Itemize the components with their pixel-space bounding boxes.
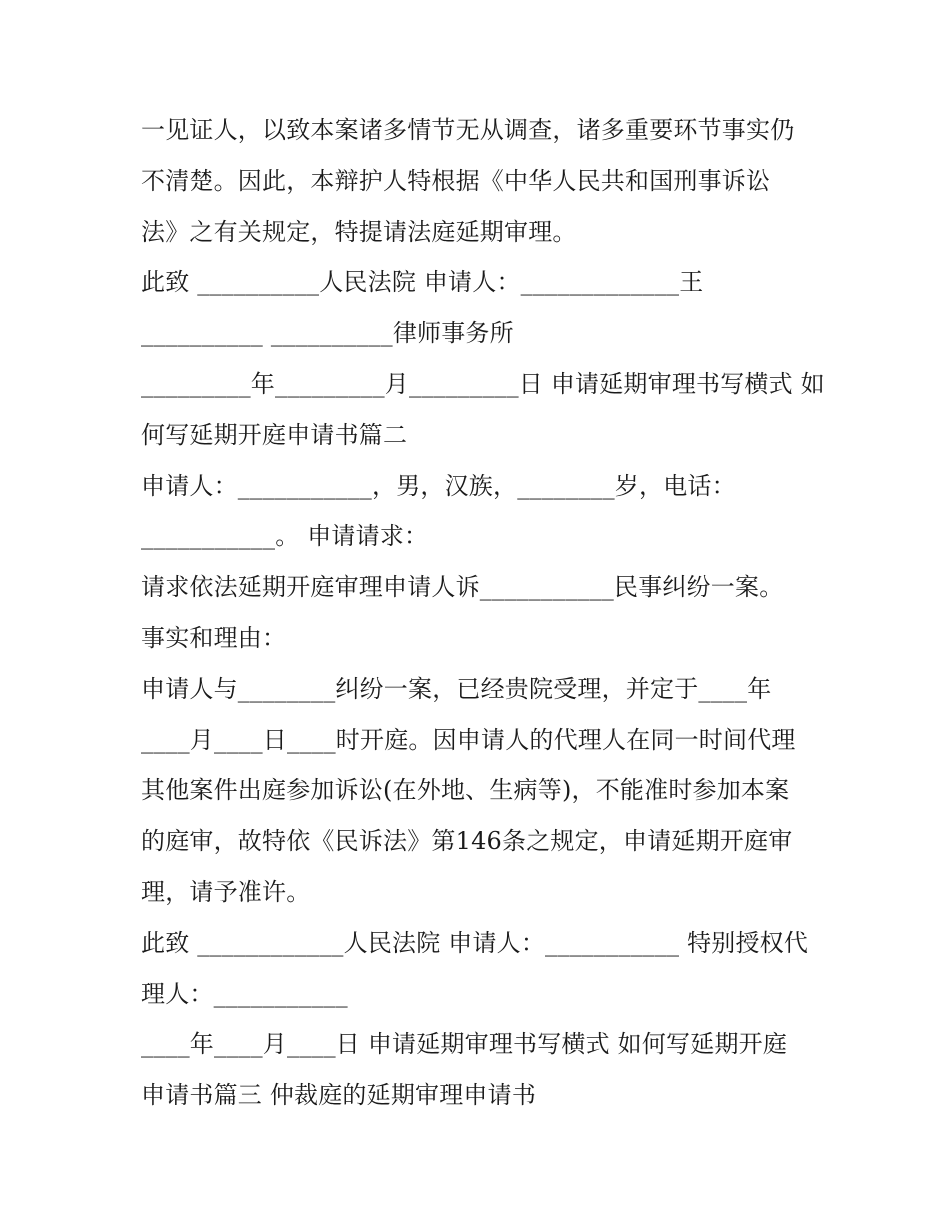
text-line: 不清楚。因此，本辩护人特根据《中华人民共和国刑事诉讼 [141,166,771,195]
section-heading: 申请书篇三 仲裁庭的延期审理申请书 [141,1081,537,1110]
text-line: 理人：___________ [141,979,348,1008]
text-line: 的庭审，故特依《民诉法》第146条之规定，申请延期开庭审 [141,827,793,856]
text-line: ____年____月____日 申请延期审理书写横式 如何写延期开庭 [141,1030,788,1059]
text-line: 理，请予准许。 [141,877,311,906]
text-line: 事实和理由： [141,623,287,652]
text-line: 此致 ____________人民法院 申请人：___________ 特别授权代 [141,928,809,957]
text-line: _________年_________月_________日 申请延期审理书写横式 如 [141,369,825,398]
text-line: 申请人：___________，男，汉族，________岁，电话： [141,471,736,500]
text-line: __________ __________律师事务所 [141,319,514,348]
document-page [141,105,825,1121]
text-line: 其他案件出庭参加诉讼(在外地、生病等)，不能准时参加本案 [141,776,790,805]
text-line: 请求依法延期开庭审理申请人诉___________民事纠纷一案。 [141,573,784,602]
text-line: ___________。 申请请求： [141,522,429,551]
text-line: ____月____日____时开庭。因申请人的代理人在同一时间代理 [141,725,796,754]
text-line: 此致 __________人民法院 申请人：_____________王 [141,268,704,297]
text-line: 一见证人，以致本案诸多情节无从调查，诸多重要环节事实仍 [141,116,795,144]
section-heading: 何写延期开庭申请书篇二 [141,420,408,449]
text-line: 申请人与________纠纷一案，已经贵院受理，并定于____年 [141,674,772,703]
text-line: 法》之有关规定，特提请法庭延期审理。 [141,217,577,246]
